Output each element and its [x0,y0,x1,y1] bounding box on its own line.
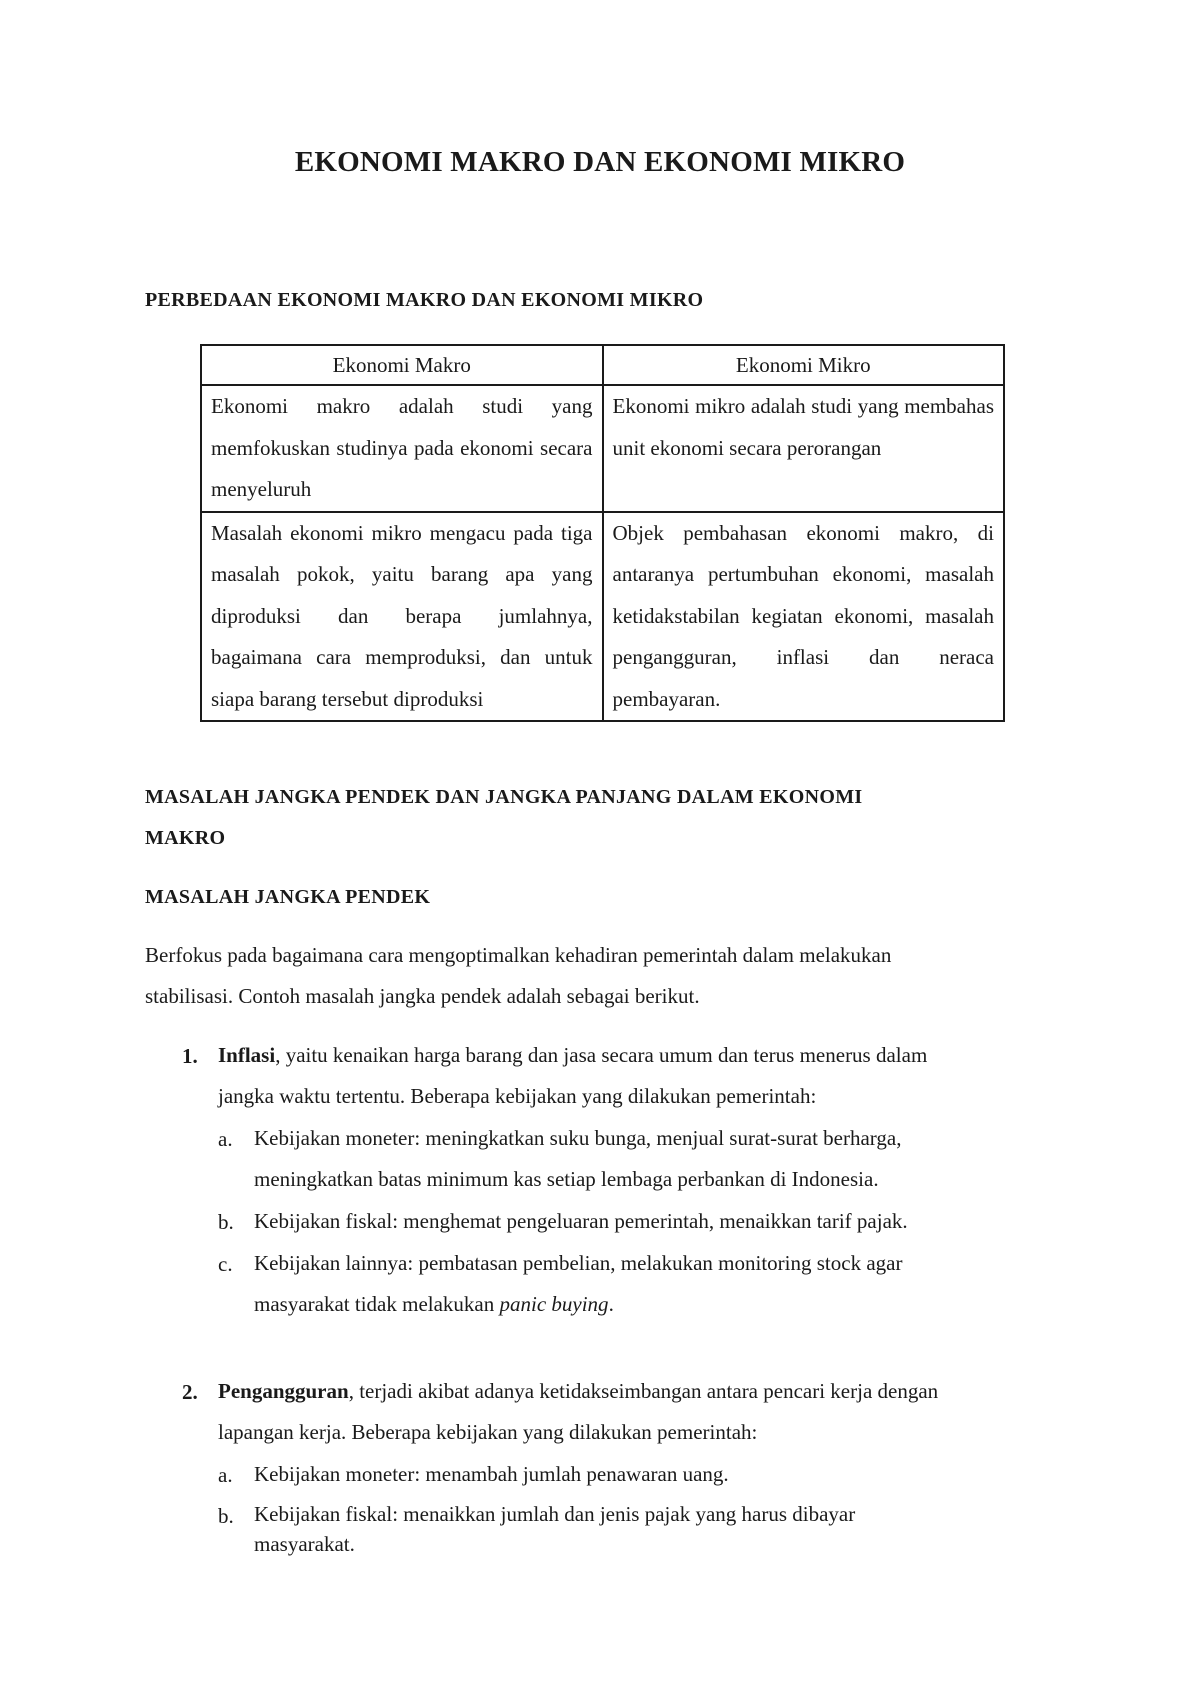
list-item-line: lapangan kerja. Beberapa kebijakan yang dilakukan pemerintah: [218,1420,758,1444]
intro-paragraph-line: stabilisasi. Contoh masalah jangka pendek adalah sebagai berikut. [145,984,700,1008]
list-item-line [218,1371,938,1412]
sublist-item-line: masyarakat tidak melakukan panic buying. [254,1292,614,1316]
list-item-text: , terjadi akibat adanya ketidakseimbangan antara pencari kerja dengan [348,1379,939,1403]
table-row [201,512,1004,722]
subheading-short-term: MASALAH JANGKA PENDEK [145,886,431,908]
sublist-item-line: Kebijakan fiskal: menaikkan jumlah dan jenis pajak yang harus dibayar [254,1502,856,1526]
list-item-term: Pengangguran [218,1379,349,1403]
table-cell: Masalah ekonomi mikro mengacu pada tiga masalah pokok, yaitu barang apa yang diproduksi dan berapa jumlahnya, bagaimana cara memproduksi, dan untuk siapa barang tersebut diproduksi [201,512,603,722]
section-heading-macro-problems-cont: MAKRO [145,827,226,849]
table-cell: Objek pembahasan ekonomi makro, di antaranya pertumbuhan ekonomi, masalah ketidakstabilan kegiatan ekonomi, masalah pengangguran, inflasi dan neraca pembayaran. [603,512,1005,722]
sublist-item-line: Kebijakan moneter: meningkatkan suku bunga, menjual surat-surat berharga, [254,1126,902,1150]
sublist-item-line: Kebijakan fiskal: menghemat pengeluaran pemerintah, menaikkan tarif pajak. [254,1209,908,1233]
list-item-text: , yaitu kenaikan harga barang dan jasa secara umum dan terus menerus dalam [275,1043,928,1067]
list-number: 1. [182,1044,198,1068]
sublist-letter: a. [218,1463,233,1487]
table-header-row [201,345,1004,385]
table-cell: Ekonomi mikro adalah studi yang membahas unit ekonomi secara perorangan [603,385,1005,512]
sublist-item-line: Kebijakan moneter: menambah jumlah penawaran uang. [254,1462,729,1486]
list-item-line: jangka waktu tertentu. Beberapa kebijakan yang dilakukan pemerintah: [218,1084,817,1108]
intro-paragraph-line: Berfokus pada bagaimana cara mengoptimalkan kehadiran pemerintah dalam melakukan [145,943,892,967]
sublist-item-line: masyarakat. [254,1532,355,1556]
comparison-table [200,344,1005,722]
sublist-letter: c. [218,1252,233,1276]
sublist-letter: a. [218,1127,233,1151]
italic-term: panic buying [499,1292,609,1316]
table-row [201,385,1004,512]
section-heading-macro-problems: MASALAH JANGKA PENDEK DAN JANGKA PANJANG DALAM EKONOMI [145,786,863,808]
list-item-term: Inflasi [218,1043,276,1067]
sublist-item-line: meningkatkan batas minimum kas setiap lembaga perbankan di Indonesia. [254,1167,879,1191]
sublist-letter: b. [218,1210,234,1234]
table-header-cell: Ekonomi Makro [201,345,603,385]
section-heading-differences: PERBEDAAN EKONOMI MAKRO DAN EKONOMI MIKRO [145,289,704,311]
sublist-letter: b. [218,1504,234,1528]
sublist-item-line: Kebijakan lainnya: pembatasan pembelian, melakukan monitoring stock agar [254,1251,903,1275]
list-number: 2. [182,1380,198,1404]
table-header-cell: Ekonomi Mikro [603,345,1005,385]
document-title: EKONOMI MAKRO DAN EKONOMI MIKRO [294,146,906,178]
table-cell: Ekonomi makro adalah studi yang memfokuskan studinya pada ekonomi secara menyeluruh [201,385,603,512]
list-item-line [218,1035,927,1076]
